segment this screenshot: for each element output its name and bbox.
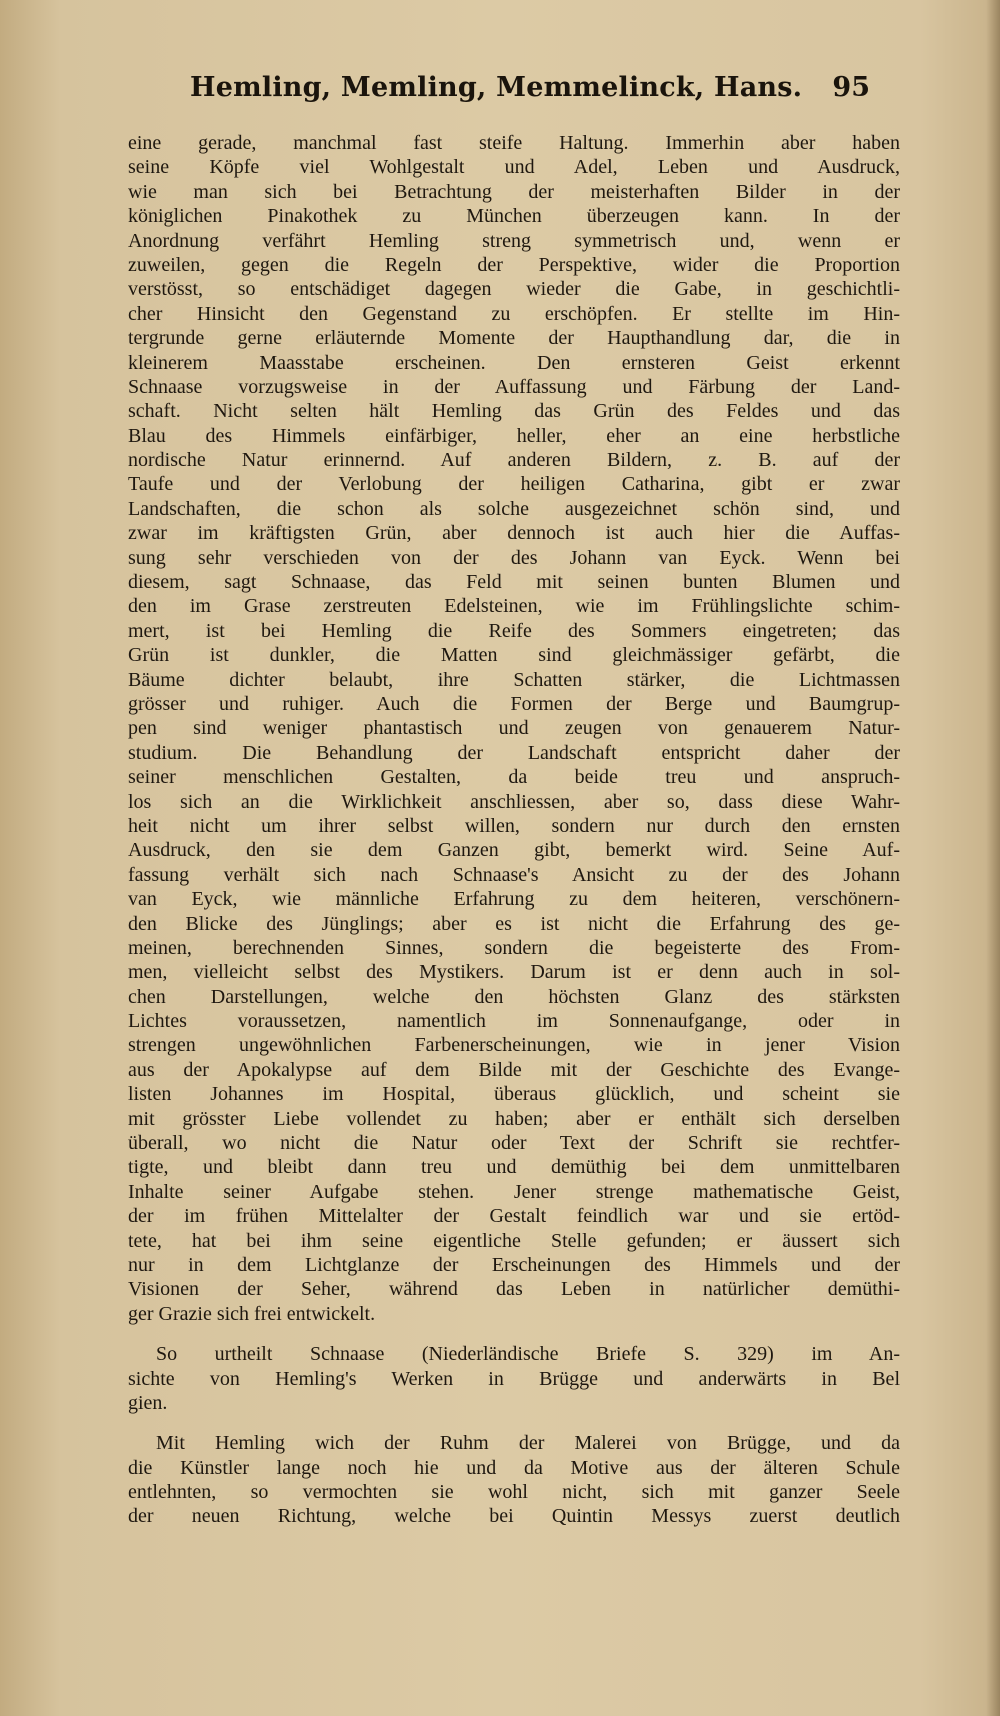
text-line: chen Darstellungen, welche den höchsten Glanz des stärksten	[128, 985, 900, 1008]
page-edge-shadow	[986, 0, 1000, 1716]
text-line: mit grösster Liebe vollendet zu haben; aber er enthält sich derselben	[128, 1107, 900, 1130]
text-line: gien.	[128, 1391, 168, 1414]
text-line: Lichtes voraussetzen, namentlich im Sonnenaufgange, oder in	[128, 1010, 900, 1033]
text-line: pen sind weniger phantastisch und zeugen von genauerem Natur-	[128, 717, 900, 740]
text-line: So urtheilt Schnaase (Niederländische Briefe S. 329) im An-	[156, 1343, 900, 1366]
text-line: Mit Hemling wich der Ruhm der Malerei von Brügge, und da	[156, 1432, 900, 1455]
text-line: strengen ungewöhnlichen Farbenerscheinungen, wie in jener Vision	[128, 1034, 900, 1057]
text-line: listen Johannes im Hospital, überaus glücklich, und scheint sie	[128, 1083, 900, 1106]
page-number: 95	[832, 72, 870, 103]
text-line: eine gerade, manchmal fast steife Haltung. Immerhin aber haben	[128, 132, 900, 154]
text-line: meinen, berechnenden Sinnes, sondern die begeisterte des From-	[128, 936, 900, 959]
text-line: Anordnung verfährt Hemling streng symmetrisch und, wenn er	[128, 229, 900, 252]
text-line: zuweilen, gegen die Regeln der Perspektive, wider die Proportion	[128, 253, 900, 276]
text-line: men, vielleicht selbst des Mystikers. Darum ist er denn auch in sol-	[128, 961, 900, 984]
text-line: diesem, sagt Schnaase, das Feld mit seinen bunten Blumen und	[128, 571, 900, 594]
text-line: tete, hat bei ihm seine eigentliche Stelle gefunden; er äussert sich	[128, 1229, 900, 1252]
text-line: Bäume dichter belaubt, ihre Schatten stärker, die Lichtmassen	[128, 668, 900, 691]
text-line: seiner menschlichen Gestalten, da beide treu und anspruch-	[128, 766, 900, 789]
paragraph-2	[128, 1342, 900, 1415]
text-line: den Blicke des Jünglings; aber es ist nicht die Erfahrung des ge-	[128, 912, 900, 935]
text-line: mert, ist bei Hemling die Reife des Sommers eingetreten; das	[128, 619, 900, 642]
text-line: fassung verhält sich nach Schnaase's Ansicht zu der des Johann	[128, 863, 900, 886]
text-line: ger Grazie sich frei entwickelt.	[128, 1302, 376, 1325]
text-line: heit nicht um ihrer selbst willen, sondern nur durch den ernsten	[128, 814, 900, 837]
text-line: sung sehr verschieden von der des Johann van Eyck. Wenn bei	[128, 546, 900, 569]
text-line: Ausdruck, den sie dem Ganzen gibt, bemerkt wird. Seine Auf-	[128, 839, 900, 862]
paragraph-gap	[128, 1415, 900, 1431]
text-line: zwar im kräftigsten Grün, aber dennoch ist auch hier die Auffas-	[128, 522, 900, 545]
paragraph-3	[128, 1431, 900, 1529]
text-line: studium. Die Behandlung der Landschaft entspricht daher der	[128, 741, 900, 764]
text-line: tigte, und bleibt dann treu und demüthig bei dem unmittelbaren	[128, 1156, 900, 1179]
text-line: cher Hinsicht den Gegenstand zu erschöpfen. Er stellte im Hin-	[128, 302, 900, 325]
paragraph-gap	[128, 1326, 900, 1342]
text-line: Schnaase vorzugsweise in der Auffassung und Färbung der Land-	[128, 375, 900, 398]
text-line: nordische Natur erinnernd. Auf anderen Bildern, z. B. auf der	[128, 449, 900, 472]
text-line: van Eyck, wie männliche Erfahrung zu dem heiteren, verschönern-	[128, 888, 900, 911]
text-line: Taufe und der Verlobung der heiligen Catharina, gibt er zwar	[128, 473, 900, 496]
text-line: sichte von Hemling's Werken in Brügge und anderwärts in Bel	[128, 1367, 900, 1390]
text-line: grösser und ruhiger. Auch die Formen der Berge und Baumgrup-	[128, 692, 900, 715]
text-line: Inhalte seiner Aufgabe stehen. Jener strenge mathematische Geist,	[128, 1180, 900, 1203]
text-line: überall, wo nicht die Natur oder Text der Schrift sie rechtfer-	[128, 1132, 900, 1155]
text-line: schaft. Nicht selten hält Hemling das Grün des Feldes und das	[128, 400, 900, 423]
text-line: tergrunde gerne erläuternde Momente der Haupthandlung dar, die in	[128, 327, 900, 350]
text-line: Blau des Himmels einfärbiger, heller, eher an eine herbstliche	[128, 424, 900, 447]
text-line: aus der Apokalypse auf dem Bilde mit der Geschichte des Evange-	[128, 1058, 900, 1081]
text-line: verstösst, so entschädiget dagegen wieder die Gabe, in geschichtli-	[128, 278, 900, 301]
text-line: Grün ist dunkler, die Matten sind gleichmässiger gefärbt, die	[128, 644, 900, 667]
text-line: los sich an die Wirklichkeit anschliessen, aber so, dass diese Wahr-	[128, 790, 900, 813]
text-line: königlichen Pinakothek zu München überzeugen kann. In der	[128, 205, 900, 228]
text-line: entlehnten, so vermochten sie wohl nicht, sich mit ganzer Seele	[128, 1481, 900, 1504]
paragraph-1	[128, 131, 900, 1326]
text-line: Landschaften, die schon als solche ausgezeichnet schön sind, und	[128, 497, 900, 520]
page-header	[190, 72, 870, 112]
text-line: die Künstler lange noch hie und da Motive aus der älteren Schule	[128, 1456, 900, 1479]
text-line: kleinerem Maasstabe erscheinen. Den ernsteren Geist erkennt	[128, 351, 900, 374]
text-line: wie man sich bei Betrachtung der meisterhaften Bilder in der	[128, 180, 900, 203]
running-head: Hemling, Memling, Memmelinck, Hans.	[190, 72, 803, 103]
text-line: seine Köpfe viel Wohlgestalt und Adel, Leben und Ausdruck,	[128, 156, 900, 179]
text-line: der neuen Richtung, welche bei Quintin Messys zuerst deutlich	[128, 1505, 900, 1528]
body-text	[128, 131, 900, 1529]
text-line: nur in dem Lichtglanze der Erscheinungen des Himmels und der	[128, 1253, 900, 1276]
text-line: Visionen der Seher, während das Leben in natürlicher demüthi-	[128, 1278, 900, 1301]
text-line: den im Grase zerstreuten Edelsteinen, wie im Frühlingslichte schim-	[128, 595, 900, 618]
text-line: der im frühen Mittelalter der Gestalt feindlich war und sie ertöd-	[128, 1205, 900, 1228]
